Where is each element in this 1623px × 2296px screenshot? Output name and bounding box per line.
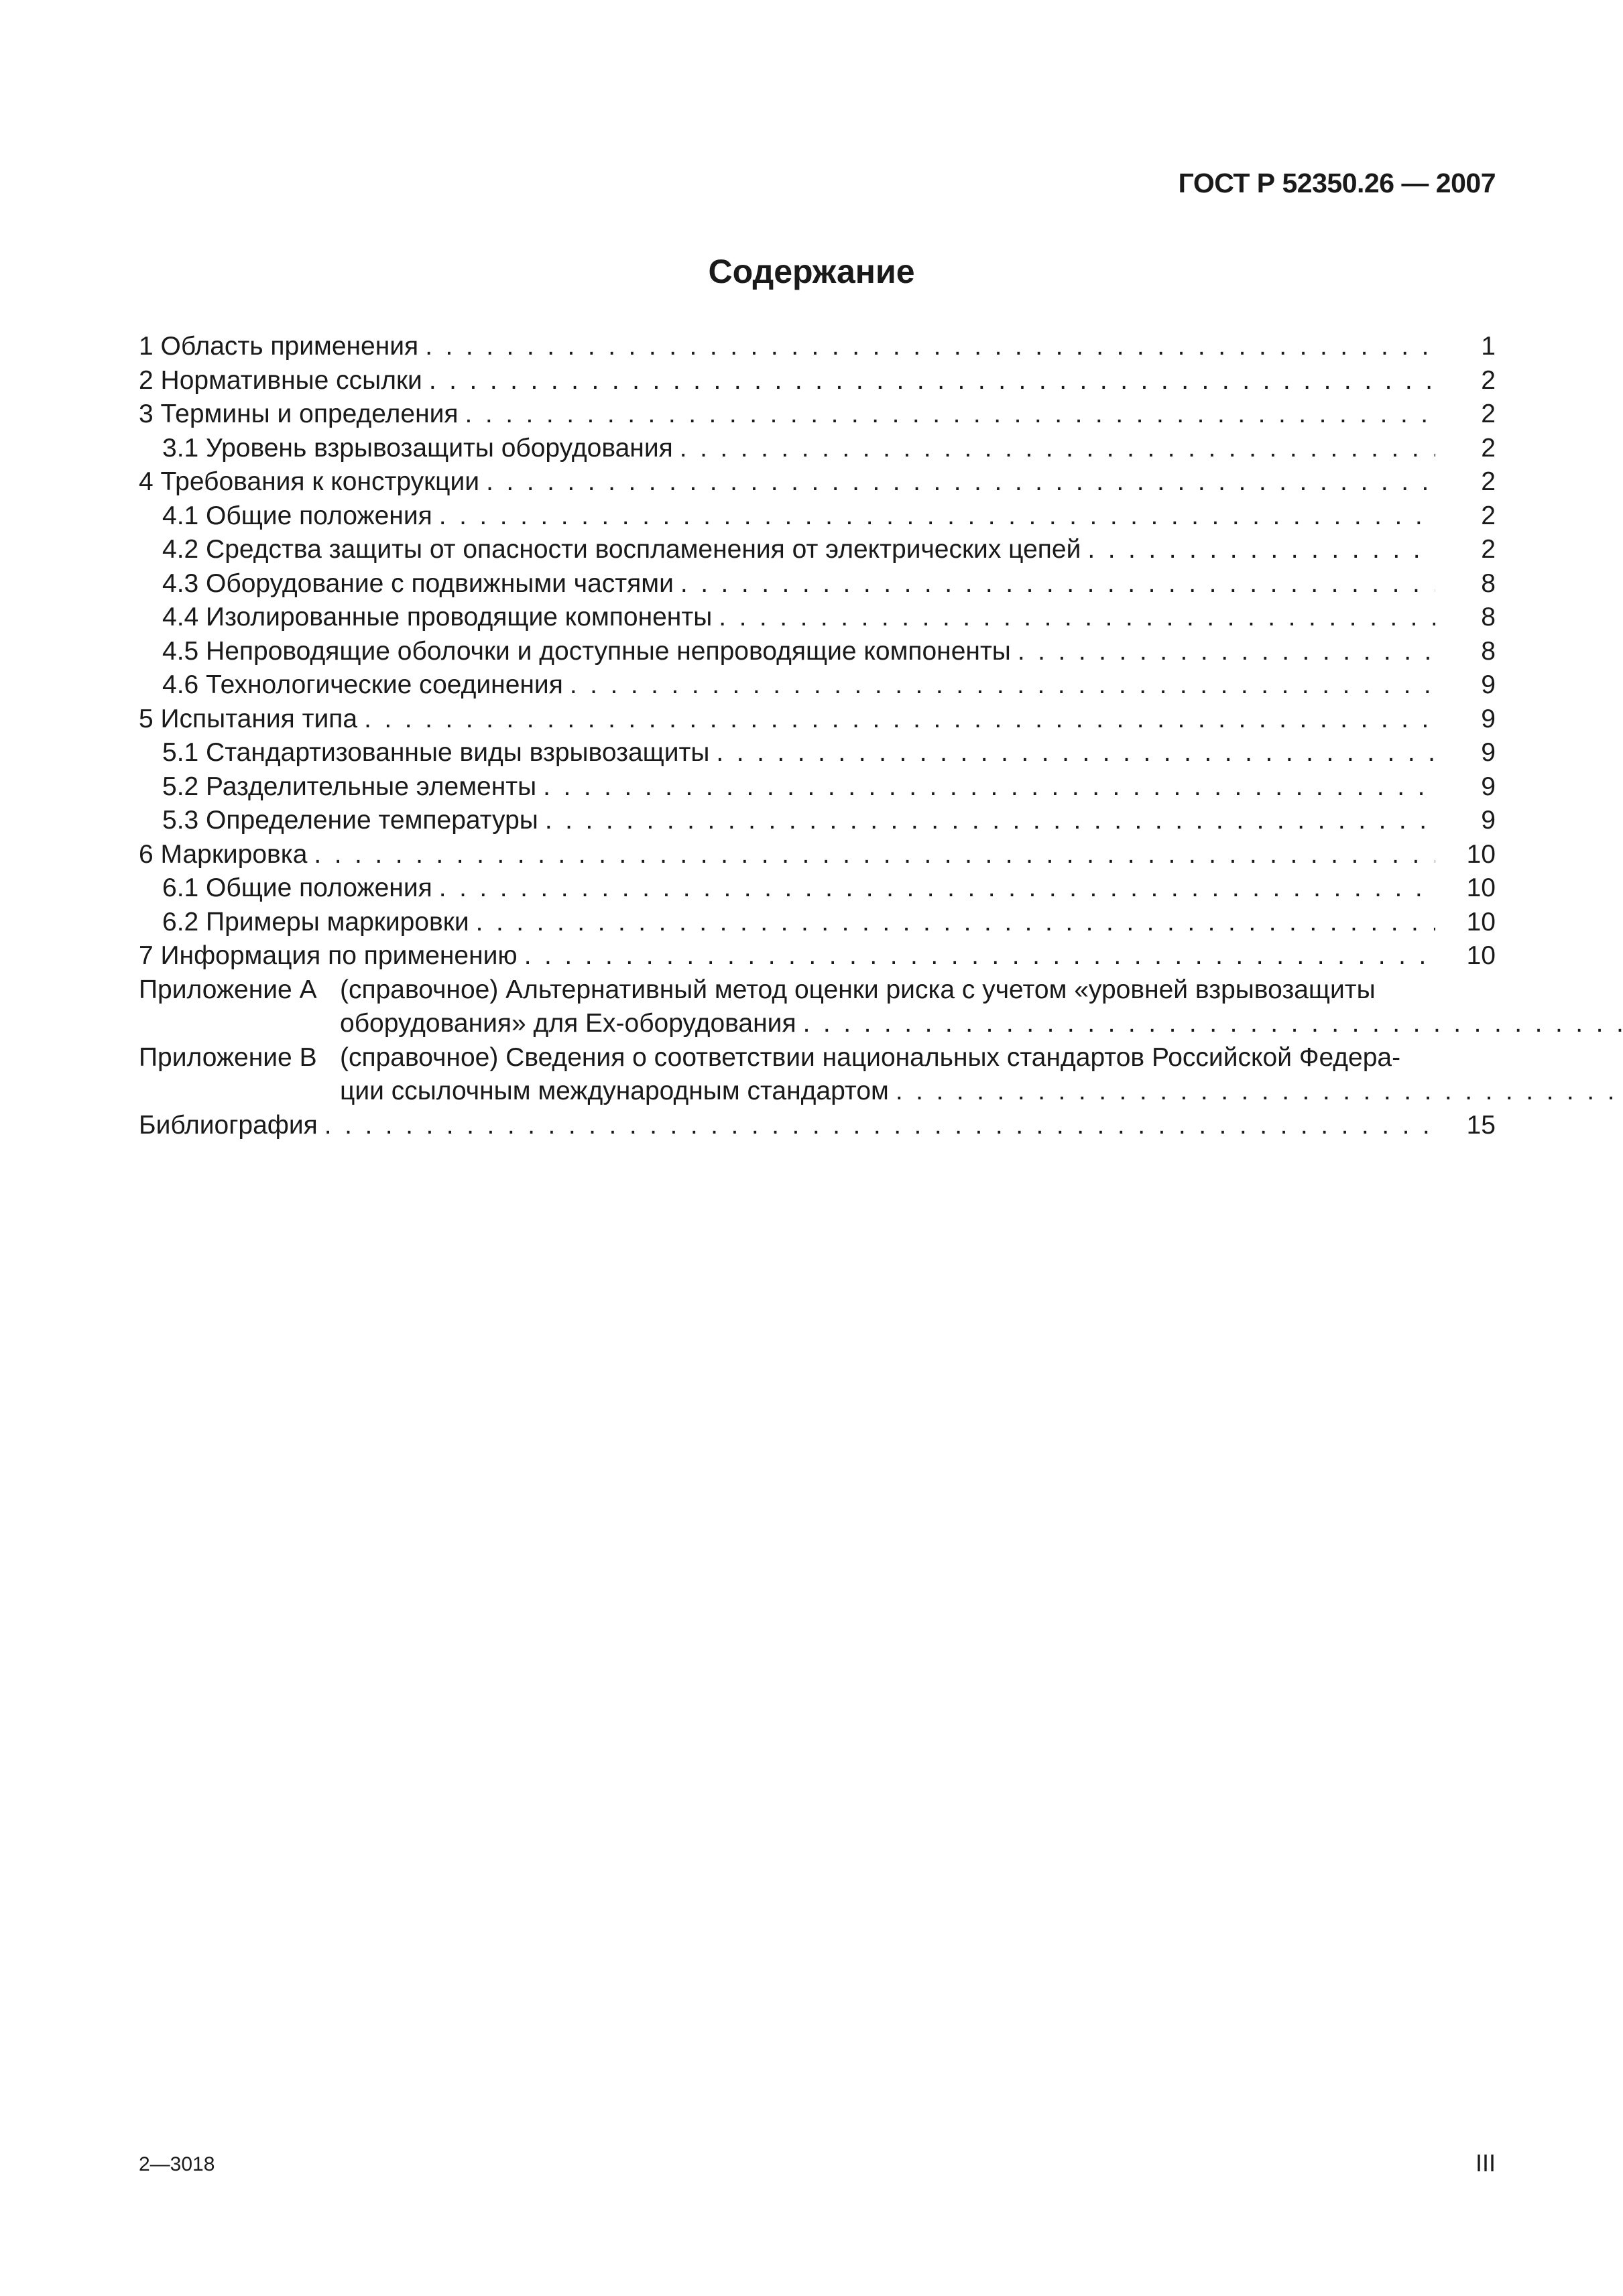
dot-leader	[1018, 635, 1435, 669]
toc-page-number: 2	[1481, 535, 1496, 564]
toc-label: 4.6 Технологические соединения	[162, 670, 563, 699]
dot-leader	[543, 770, 1435, 804]
toc-label: 4.2 Средства защиты от опасности воспламенения от электрических цепей	[162, 535, 1081, 564]
toc-annex-a[interactable]	[139, 973, 1496, 1041]
page-title: Содержание	[708, 253, 915, 290]
dot-leader	[1087, 533, 1435, 567]
dot-leader	[465, 398, 1435, 432]
dot-leader	[425, 330, 1435, 364]
table-of-contents	[139, 330, 1496, 1142]
toc-label: 6 Маркировка	[139, 839, 308, 869]
dot-leader	[680, 567, 1435, 601]
toc-label: 1 Область применения	[139, 332, 419, 361]
page-number: III	[1475, 2149, 1496, 2177]
toc-page-number: 9	[1481, 772, 1496, 801]
toc-page-number: 2	[1481, 365, 1496, 395]
annex-title-line2: оборудования» для Ex-оборудования	[340, 1009, 796, 1038]
toc-page-number: 8	[1481, 568, 1496, 598]
dot-leader	[486, 465, 1435, 499]
toc-label: 4 Требования к конструкции	[139, 467, 480, 496]
toc-page-number: 10	[1466, 941, 1496, 970]
dot-leader	[803, 1007, 1623, 1041]
toc-entry[interactable]	[139, 533, 1496, 567]
toc-entry[interactable]	[139, 432, 1496, 466]
toc-entry[interactable]	[139, 906, 1496, 940]
dot-leader	[896, 1075, 1623, 1109]
toc-entry[interactable]	[139, 770, 1496, 804]
toc-entry[interactable]	[139, 804, 1496, 838]
toc-page-number: 9	[1481, 670, 1496, 699]
toc-page-number: 1	[1481, 332, 1496, 361]
dot-leader	[716, 736, 1435, 770]
dot-leader	[680, 432, 1435, 466]
dot-leader	[719, 601, 1435, 635]
print-code: 2—3018	[139, 2153, 215, 2175]
toc-page-number: 15	[1466, 1110, 1496, 1140]
toc-label: 4.1 Общие положения	[162, 501, 432, 530]
toc-page-number: 9	[1481, 704, 1496, 733]
dot-leader	[545, 804, 1435, 838]
toc-entry[interactable]	[139, 703, 1496, 737]
toc-page-number: 8	[1481, 636, 1496, 666]
dot-leader	[439, 871, 1435, 906]
toc-entry[interactable]	[139, 364, 1496, 398]
dot-leader	[314, 838, 1435, 872]
toc-entry[interactable]	[139, 939, 1496, 973]
annex-title-line1: (справочное) Альтернативный метод оценки риска с учетом «уровней взрывозащиты	[340, 975, 1376, 1004]
toc-page-number: 10	[1466, 839, 1496, 869]
toc-entry[interactable]	[139, 465, 1496, 499]
toc-label: 6.2 Примеры маркировки	[162, 907, 469, 936]
toc-page-number: 2	[1481, 433, 1496, 463]
toc-page-number: 10	[1466, 873, 1496, 902]
toc-page-number: 2	[1481, 501, 1496, 530]
toc-page-number: 10	[1466, 907, 1496, 936]
toc-entry[interactable]	[139, 601, 1496, 635]
toc-entry[interactable]	[139, 398, 1496, 432]
toc-label: 5.2 Разделительные элементы	[162, 772, 537, 801]
toc-entry[interactable]	[139, 736, 1496, 770]
dot-leader	[429, 364, 1435, 398]
toc-page-number: 2	[1481, 400, 1496, 428]
toc-entries	[139, 330, 1496, 973]
toc-label: 7 Информация по применению	[139, 941, 518, 970]
toc-page-number: 9	[1481, 806, 1496, 835]
document-code: ГОСТ Р 52350.26 — 2007	[1178, 168, 1496, 198]
toc-label: 4.4 Изолированные проводящие компоненты	[162, 603, 713, 631]
dot-leader	[570, 668, 1435, 703]
dot-leader	[476, 906, 1435, 940]
toc-label: 3.1 Уровень взрывозащиты оборудования	[162, 433, 673, 463]
toc-annex-b[interactable]	[139, 1041, 1496, 1109]
toc-label: 4.3 Оборудование с подвижными частями	[162, 568, 674, 598]
toc-label: 2 Нормативные ссылки	[139, 365, 422, 395]
annex-title-line1: (справочное) Сведения о соответствии национальных стандартов Российской Федера-	[340, 1042, 1401, 1072]
toc-entry[interactable]	[139, 668, 1496, 703]
toc-entry[interactable]	[139, 330, 1496, 364]
dot-leader	[439, 499, 1435, 534]
dot-leader	[364, 703, 1435, 737]
toc-page-number: 8	[1481, 603, 1496, 631]
dot-leader	[324, 1109, 1435, 1143]
toc-label: 5.3 Определение температуры	[162, 806, 538, 835]
toc-page-number: 2	[1481, 467, 1496, 496]
toc-label: 5.1 Стандартизованные виды взрывозащиты	[162, 738, 710, 767]
annex-title-line2: ции ссылочным международным стандартом	[340, 1077, 889, 1105]
toc-entry[interactable]	[139, 635, 1496, 669]
toc-entry[interactable]	[139, 871, 1496, 906]
toc-label: 4.5 Непроводящие оболочки и доступные непроводящие компоненты	[162, 636, 1011, 666]
toc-bibliography[interactable]	[139, 1109, 1496, 1143]
toc-label: 3 Термины и определения	[139, 400, 459, 428]
toc-label: 6.1 Общие положения	[162, 873, 432, 902]
toc-label: 5 Испытания типа	[139, 704, 358, 733]
toc-label: Библиография	[139, 1110, 318, 1140]
toc-entry[interactable]	[139, 838, 1496, 872]
toc-entry[interactable]	[139, 499, 1496, 534]
toc-entry[interactable]	[139, 567, 1496, 601]
toc-page-number: 9	[1481, 738, 1496, 767]
annex-prefix: Приложение А	[139, 975, 317, 1004]
annex-prefix: Приложение В	[139, 1042, 317, 1072]
dot-leader	[524, 939, 1435, 973]
